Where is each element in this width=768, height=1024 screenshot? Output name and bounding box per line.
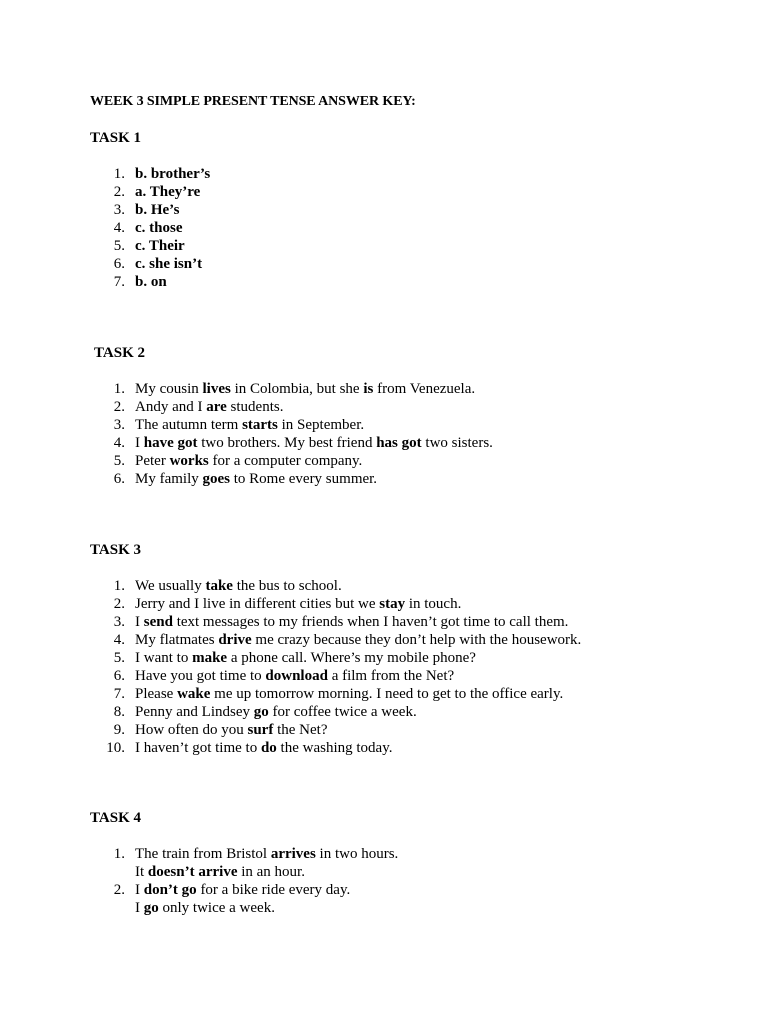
list-item [0,703,581,721]
sentence-text: two brothers. My best friend [197,435,377,451]
sentence-text: My flatmates [135,632,219,648]
sentence-text: a film from the Net? [327,668,455,684]
list-number: 3. [113,202,125,218]
sentence-text: the washing today. [276,740,393,756]
answer-word: has got [376,435,422,451]
sentence-text: Peter [135,453,170,469]
list-item [0,434,493,452]
list-item [0,845,398,881]
sentence-text: The train from Bristol [135,846,271,862]
sentence-text: to Rome every summer. [230,471,378,487]
sentence-text: Penny and Lindsey [135,704,254,720]
document-title: WEEK 3 SIMPLE PRESENT TENSE ANSWER KEY: [90,94,416,109]
answer-text: b. on [135,274,167,290]
list-number: 1. [113,166,125,182]
sentence-text: only twice a week. [158,900,275,916]
task2-heading: TASK 2 [94,345,145,361]
list-number: 5. [113,453,125,469]
sentence-text: I [135,435,144,451]
list-item [0,613,581,631]
answer-word: are [206,399,227,415]
list-number: 8. [113,704,125,720]
answer-word: stay [379,596,406,612]
sentence-text: from Venezuela. [373,381,476,397]
list-number: 2. [113,184,125,200]
list-number: 2. [113,882,125,898]
list-number: 5. [113,650,125,666]
sentence-text: Have you got time to [135,668,266,684]
sentence-text: The autumn term [135,417,243,433]
list-item [0,273,210,291]
answer-word: doesn’t arrive [147,864,238,880]
answer-text: c. she isn’t [135,256,203,272]
task4-list [0,845,398,917]
answer-word: is [363,381,374,397]
sentence-text: the bus to school. [232,578,342,594]
answer-word: make [192,650,228,666]
sentence-text: Please [135,686,178,702]
list-number: 3. [113,614,125,630]
list-number: 4. [113,435,125,451]
answer-word: starts [242,417,278,433]
sentence-text: in touch. [405,596,462,612]
answer-word: wake [177,686,211,702]
task3-list [0,577,581,757]
list-item [0,201,210,219]
list-number: 1. [113,381,125,397]
sentence-text: students. [226,399,284,415]
list-item [0,685,581,703]
answer-text: c. Their [135,238,185,254]
sentence-text: the Net? [273,722,328,738]
answer-word: lives [202,381,231,397]
sentence-text: My cousin [135,381,203,397]
sentence-text: me crazy because they don’t help with the housework. [251,632,582,648]
answer-word: drive [218,632,252,648]
sentence-text: text messages to my friends when I haven’t got time to call them. [172,614,569,630]
answer-text: b. He’s [135,202,180,218]
answer-word: works [169,453,209,469]
list-number: 7. [113,686,125,702]
task3-heading: TASK 3 [90,542,141,558]
task1-list [0,165,210,291]
task1-heading: TASK 1 [90,130,141,146]
list-item [0,416,493,434]
list-number: 6. [113,256,125,272]
list-number: 10. [106,740,125,756]
list-item [0,470,493,488]
item-line [135,881,398,899]
sentence-text: in Colombia, but she [230,381,364,397]
sentence-text: in September. [277,417,365,433]
list-number: 1. [113,578,125,594]
sentence-text: I [135,614,144,630]
item-line [135,845,398,863]
sentence-text: I [135,882,144,898]
sentence-text: I want to [135,650,193,666]
list-item [0,881,398,917]
answer-word: don’t go [143,882,197,898]
sentence-text: I haven’t got time to [135,740,261,756]
list-item [0,219,210,237]
sentence-text: How often do you [135,722,248,738]
answer-word: go [253,704,269,720]
list-item [0,398,493,416]
list-item [0,667,581,685]
answer-word: have got [143,435,198,451]
sentence-text: for a computer company. [208,453,363,469]
sentence-text: for coffee twice a week. [268,704,417,720]
answer-word: send [143,614,173,630]
list-item [0,237,210,255]
answer-text: a. They’re [135,184,201,200]
answer-word: do [260,740,277,756]
list-number: 9. [113,722,125,738]
sentence-text: Jerry and I live in different cities but we [135,596,380,612]
list-item [0,721,581,739]
answer-text: c. those [135,220,183,236]
list-item [0,631,581,649]
sentence-text: a phone call. Where’s my mobile phone? [227,650,476,666]
list-item [0,595,581,613]
sentence-text: We usually [135,578,206,594]
list-item [0,452,493,470]
answer-word: take [205,578,233,594]
list-number: 2. [113,596,125,612]
list-item [0,165,210,183]
task4-heading: TASK 4 [90,810,141,826]
list-number: 1. [113,846,125,862]
list-number: 4. [113,632,125,648]
answer-word: surf [247,722,274,738]
answer-word: download [265,668,328,684]
list-number: 6. [113,668,125,684]
list-number: 3. [113,417,125,433]
answer-word: arrives [270,846,316,862]
list-item [0,649,581,667]
list-item [0,255,210,273]
answer-text: b. brother’s [135,166,211,182]
item-line [135,899,398,917]
sentence-text: me up tomorrow morning. I need to get to the office early. [210,686,564,702]
list-number: 6. [113,471,125,487]
list-item [0,380,493,398]
sentence-text: in two hours. [315,846,399,862]
list-number: 2. [113,399,125,415]
sentence-text: two sisters. [421,435,493,451]
sentence-text: Andy and I [135,399,207,415]
sentence-text: I [135,900,144,916]
answer-word: go [143,900,159,916]
list-item [0,739,581,757]
list-number: 7. [113,274,125,290]
item-line [135,863,398,881]
sentence-text: My family [135,471,203,487]
list-number: 5. [113,238,125,254]
task2-list [0,380,493,488]
sentence-text: in an hour. [237,864,305,880]
list-number: 4. [113,220,125,236]
list-item [0,183,210,201]
sentence-text: for a bike ride every day. [196,882,351,898]
list-item [0,577,581,595]
answer-word: goes [202,471,230,487]
sentence-text: It [135,864,148,880]
